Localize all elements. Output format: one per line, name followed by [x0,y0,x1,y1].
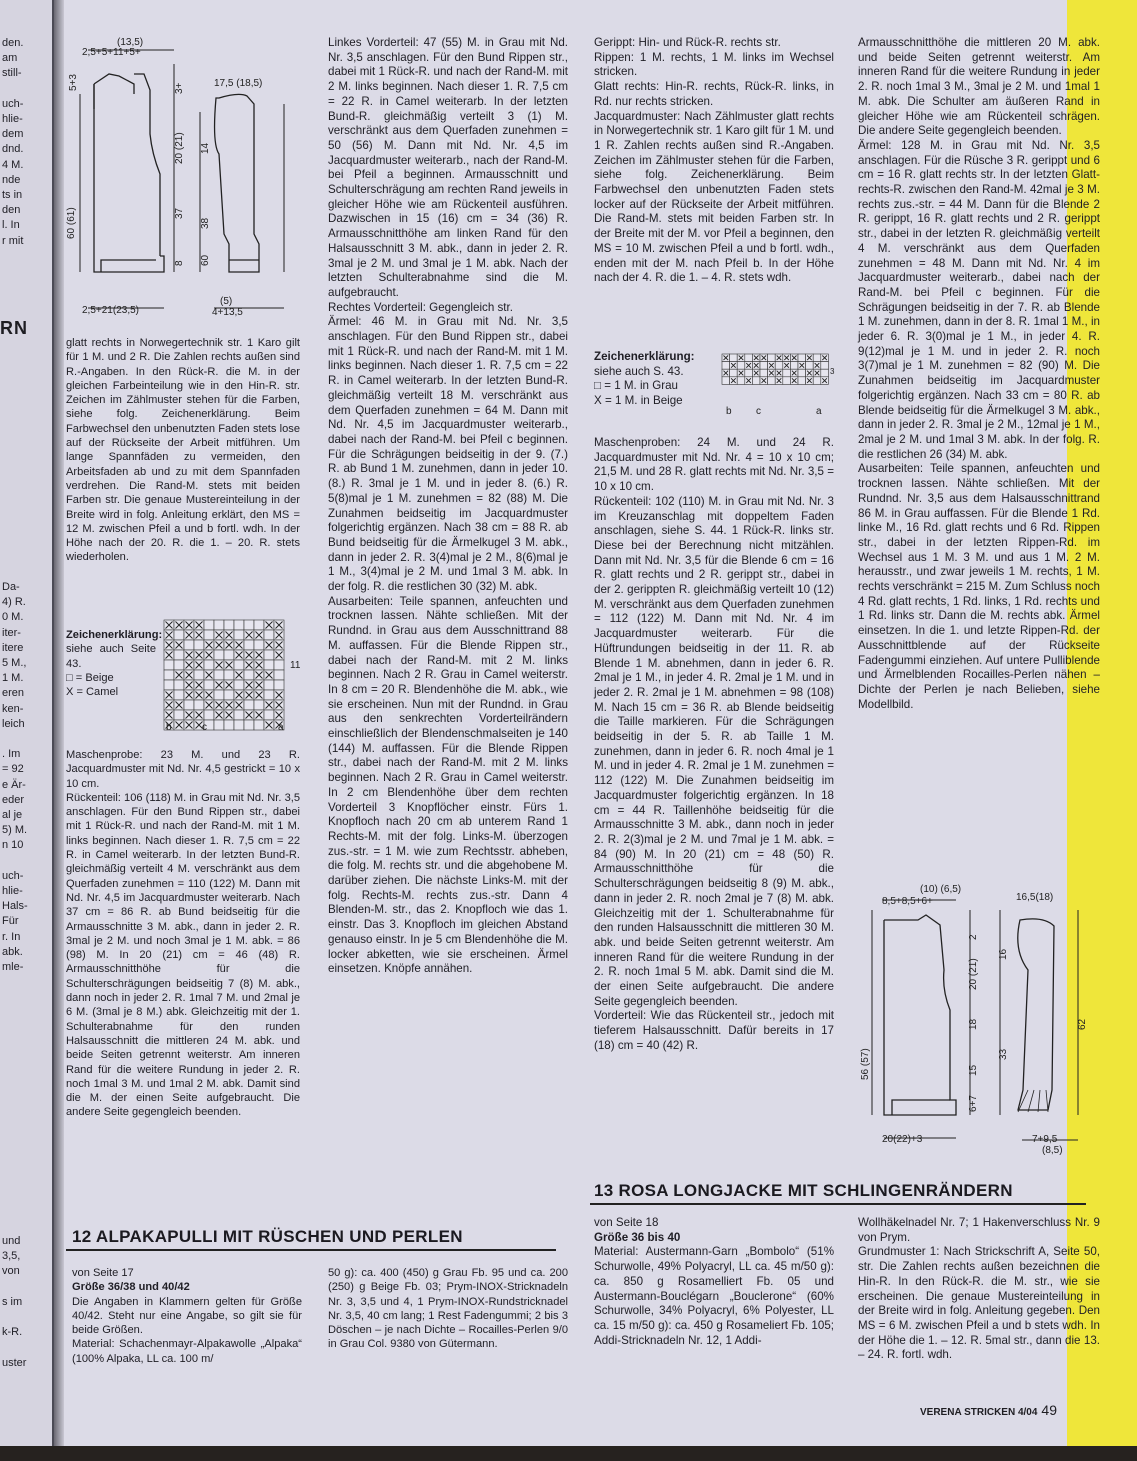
schematic-label: 14 [200,142,211,154]
chart-cell [730,354,738,362]
previous-page-line: ken- [2,702,24,715]
chart-cell [745,354,753,362]
previous-page-line: den. [2,37,24,49]
paragraph: Glatt rechts: Hin-R. rechts, Rück-R. links, in Rd. nur rechts stricken. [594,80,834,108]
chart-cell [798,377,806,385]
previous-page-line: r mit [2,234,24,247]
size-heading: Größe 36 bis 40 [594,1230,681,1244]
schematic-label: 62 [1077,1018,1088,1030]
previous-page-line: uch- [2,869,24,882]
previous-page-line: abk. [2,945,23,958]
chart-cell [244,640,254,650]
previous-page-line: Hals- [2,900,28,913]
schematic-label: 38 [200,217,211,229]
previous-page-line: 4 M. [2,158,24,171]
previous-page-line: iter- [2,626,21,639]
chart-cell [214,690,224,700]
previous-page-line: am [2,52,18,65]
schematic-label: 3+ [174,82,185,94]
section-13-column-2 [858,1216,1100,1363]
previous-page-line: dem [2,128,24,141]
chart-cell [254,640,264,650]
chart-arrow-label: a [816,406,822,416]
pullover-schematic-top [64,34,320,324]
previous-page-line: dnd. [2,143,24,156]
schematic-label: 6+7 [968,1095,979,1112]
legend-item: X = 1 M. in Beige [594,394,683,408]
previous-page-line: uch- [2,97,24,110]
chart-cell [244,720,254,730]
previous-page-line: ts in [2,189,23,201]
schematic-label: 2,5+21(23,5) [82,305,139,316]
previous-page-line: eder [2,793,25,806]
chart-row-count: 11 [290,660,300,671]
previous-page-edge [0,0,54,1446]
chart-cell [760,369,768,377]
legend-ref: siehe auch Seite 43. [66,643,156,670]
chart-cell [194,640,204,650]
chart-cell [244,620,254,630]
chart-cell [224,670,234,680]
text-column-3-lower [594,436,834,1054]
chart-cell [274,660,284,670]
schematic-label: 17,5 (18,5) [214,78,263,89]
chart-cell [730,369,738,377]
paragraph: Wollhäkelnadel Nr. 7; 1 Hakenverschluss Nr. 9 von Prym. [858,1216,1100,1244]
chart-cell [768,377,776,385]
schematic-label: (10) (6,5) [920,884,962,895]
paragraph: Linkes Vorderteil: 47 (55) M. in Grau mit Nd. Nr. 3,5 anschlagen. Für den Bund Rippen str., dabei mit 1 Rück-R. und nach der Rand-M. mit 2 M. links beginnen. Nach dieser 1. R. 7,5 cm = 22 R. in Camel weiterarb. In der letzten Bund-R. gleichmäßig verteilt 3 (1) M. verschränkt aus dem Querfaden zunehmen = 50 (56) M. Dann mit Nd. Nr. 4,5 im Jacquardmuster weiterarb., nach der Rand-M. bei Pfeil a beginnen. Armausschnitt und Schulterschrägung am rechten Rand jeweils in gleicher Höhe wie am Rückenteil ausführen. Dazwischen in 15 (16) cm = 34 (36) R. Armausschnitthöhe am linken Rand für den Halsausschnitt 3 M. abk., dann in jeder 2. R. 3mal je 2 M. und 3mal je 1 M. abk. Nach der letzten Schulterabnahme sind die M. aufgebraucht. [328,36,568,299]
chart-cell [264,660,274,670]
chart-cell [264,680,274,690]
chart-cell [798,354,806,362]
schematic-label: 37 [174,207,185,219]
chart-cell [184,640,194,650]
previous-page-line: und [2,1235,21,1247]
chart-cell [760,362,768,370]
schematic-label: 4+13,5 [212,307,243,318]
schematic-label: 16,5(18) [1016,892,1054,903]
schematic-label: 8 [174,260,185,266]
pullover-schematic-right [858,880,1094,1160]
paragraph: Gerippt: Hin- und Rück-R. rechts str. [594,36,781,49]
chart-cell [204,620,214,630]
chart-cell [274,680,284,690]
legend-item: □ = 1 M. in Grau [594,379,679,393]
schematic-label: 56 (57) [860,1048,871,1080]
text-column-2 [328,36,568,977]
chart-cell [798,369,806,377]
chart-cell [264,630,274,640]
legend-item: X = Camel [66,686,119,699]
schematic-label: 2,5+5+11+5+ [82,47,141,58]
previous-page-line: eren [2,687,25,700]
section-13-heading: 13 ROSA LONGJACKE MIT SCHLINGENRÄNDERN [594,1181,1013,1200]
chart-cell [234,710,244,720]
previous-page-line: 5 M., [2,657,27,669]
chart-arrow-label: a [278,722,284,733]
chart-cell [254,700,264,710]
chart-row-count: 3 [830,367,835,376]
previous-page-line: al je [2,809,23,821]
chart-cell [234,680,244,690]
schematic-label: (5) [220,296,233,307]
paragraph: Rechtes Vorderteil: Gegengleich str. [328,300,513,314]
chart-cell [224,650,234,660]
previous-page-line: den [2,204,21,217]
paragraph: 50 g): ca. 400 (450) g Grau Fb. 95 und ca. 200 (250) g Beige Fb. 03; Prym-INOX-Stricknadeln Nr. 3, 3,5 und 4, 1 Prym-INOX-Rundstricknadel Nr. 3,5, 40 cm lang; 1 Rest Fadengummi; 2 bis 3 Döschen – je nach Dichte – Rocailles-Perlen 9/0 in Grau Col. 9380 von Gütermann. [328,1267,568,1351]
chart-cell [790,362,798,370]
page-gutter [54,0,64,1446]
chart-cell [775,362,783,370]
chart-cell [821,369,829,377]
legend-block-left [66,628,163,699]
chart-cell [722,377,730,385]
page-number: 49 [1041,1402,1057,1418]
schematic-label: 18 [968,1018,979,1030]
chart-cell [264,710,274,720]
text-column-4 [858,36,1100,712]
legend-block-right [594,350,714,409]
chart-cell [224,720,234,730]
chart-cell [745,369,753,377]
chart-cell [806,362,814,370]
section-ref: von Seite 17 [72,1267,134,1279]
paragraph: Grundmuster 1: Nach Strickschrift A, Seite 50, str. Die Zahlen rechts außen bezeichnen die Hin-R. In den Rück-R. die M. str., wie sie erscheinen. Die genaue Mustereinteilung in der Breite wird in folg. Anleitung gegeben. Den MS = 6 M. zwischen Pfeil a und b stets wdh. In der Höhe die 1. – 12. R. 5mal str., dann die 13. – 24. R. fortl. wdh. [858,1245,1100,1362]
legend-item: □ = Beige [66,671,114,684]
schematic-label: (13,5) [117,37,144,48]
section-12-column-1 [72,1266,302,1366]
previous-page-line: s im [2,1295,23,1308]
chart-arrow-label: b [166,722,172,733]
paragraph: Ärmel: 128 M. in Grau mit Nd. Nr. 3,5 anschlagen. Für die Rüsche 3 R. gerippt und 6 cm = 16 R. glatt rechts str. In der letzten Glatt-rechts-R. zwischen den Rand-M. 42mal je 3 M. rechts zus.-str. = 44 M. Dann für die Blende 2 R. gerippt, 16 R. glatt rechts und 2 R. gerippt str., dabei in der letzten R. gleichmäßig verteilt 4 M. verschränkt aus dem Querfaden zunehmen = 48 M. Dann mit Nd. Nr. 4 im Jacquardmuster weiterarb., dabei nach der Rand-M. bei Pfeil c beginnen. Für die Schrägungen beidseitig in der 7. R. ab Blende 1 M. zunehmen, dann in der 8. R. 1mal 1 M., in jeder 6. R. 3(0)mal je 1 M., in jeder 4. R. 9(12)mal je 1 M. und in jeder 2. R. noch 3(7)mal je 1 M. zunehmen = 82 (90) M. Die Zunahmen beidseitig im Jacquardmuster folgerichtig ergänzen. Nach 33 cm = 80 R. ab Blende beidseitig für die Ärmelkugel 3 M. abk., dann in jeder 2. R. 3mal je 2 M., 12mal je 1 M., 2mal je 2 M. und 1mal 3 M. abk. In der folg. R. die restlichen 26 (34) M. abk. [858,138,1100,461]
previous-page-line: 0 M. [2,611,24,624]
chart-cell [174,710,184,720]
schematic-label: 15 [968,1064,979,1076]
chart-cell [737,362,745,370]
schematic-label: 60 (61) [66,207,77,239]
section-12-heading: 12 ALPAKAPULLI MIT RÜSCHEN UND PERLEN [72,1227,463,1246]
previous-page-line: hlie- [2,113,23,125]
previous-page-line: Da- [2,581,20,593]
chart-cell [234,720,244,730]
chart-cell [214,670,224,680]
chart-cell [234,630,244,640]
section-13-rule [590,1203,1086,1205]
section-12-column-2 [328,1266,568,1352]
paragraph: glatt rechts in Norwegertechnik str. 1 Karo gilt für 1 M. und 2 R. Die Zahlen rechts außen sind R.-Angaben. In den Rück-R. die M. in der gleichen Farbeinteilung wie in den Hin-R. str. Zeichen im Zählmuster stehen für die Farben, siehe folg. Zeichenerklärung. Beim Farbwechsel den unbenutzten Faden stets lose auf der Rückseite der Arbeit mitführen. Um lange Spannfäden zu vermeiden, den Arbeitsfaden ab und zu mit dem Spannfaden verdrehen. Die Rand-M. stets mit beiden Farben str. Die genaue Mustereinteilung in der Breite wird in folg. Anleitung erklärt, den MS = 12 M. zwischen Pfeil a und b fortl. wdh. In der Höhe nach der 20. R. die 1. – 20. R. stets wiederholen. [66,337,300,564]
previous-page-line: . Im [2,748,21,761]
chart-cell [768,354,776,362]
previous-page-line: von [2,1265,20,1278]
schematic-label: (8,5) [1042,1145,1063,1156]
previous-page-line: k-R. [2,1326,23,1339]
legend-heading: Zeichenerklärung: [594,350,695,363]
chart-cell [244,670,254,680]
paragraph: Ärmel: 46 M. in Grau mit Nd. Nr. 3,5 anschlagen. Für den Bund Rippen str., dabei mit 1 Rück-R. und nach der Rand-M. mit 1 M. links beginnen. Nach dieser 1. R. 7,5 cm = 22 R. in Camel weiterarb. In der letzten Bund-R. gleichmäßig verteilt 18 M. verschränkt aus dem Querfaden zunehmen = 64 M. Dann mit Nd. Nr. 4,5 im Jacquardmuster weiterarb., dabei nach der Rand-M. bei Pfeil c beginnen. Für die Schrägungen beidseitig in der 9. (7.) R. ab Bund 1 M. zunehmen, dann in jeder 10. (8.) R. 3mal je 1 M. und in jeder 8. (6.) R. 5(8)mal je 1 M. zunehmen = 82 (88) M. Die Zunahmen beidseitig im Jacquardmuster folgerichtig ergänzen. Nach 38 cm = 88 R. ab Bund beidseitig für die Ärmelkugel 3 M. abk., dann in jeder 2. R. 3(4)mal je 2 M., 8(6)mal je 1 M., 3(4)mal je 2 M. und 1mal 3 M. abk. In der folg. R. die restlichen 30 (32) M. abk. [328,315,568,594]
previous-page-heading-fragment: RN [0,318,28,338]
chart-cell [174,630,184,640]
previous-page-line: n 10 [2,839,24,852]
chart-cell [214,720,224,730]
previous-page-line: r. In [2,930,21,943]
chart-cell [244,700,254,710]
schematic-label: 33 [998,1048,1009,1060]
chart-cell [174,680,184,690]
chart-cell [164,660,174,670]
paragraph: Ausarbeiten: Teile spannen, anfeuchten und trocknen lassen. Nähte schließen. Mit der Rundnd. Nr. 3,5 aus dem Halsausschnittrand 86 M. in Grau auffassen. Für die Blende 1 Rd. linke M., 16 Rd. glatt rechts und 6 Rd. Rippen str., dabei in der letzten Rippen-Rd. im Wechsel aus 1 M. 3 M. und aus 1 M. 2 M. herausstr., und zwar jeweils 1 M. rechts, 1 M. rechts verschränkt = 215 M. Zum Schluss noch 4 Rd. glatt rechts, 1 Rd. links, 1 Rd. rechts und 1 Rd. links str. Dann die M. rechts abk. Ärmel einsetzen. In die 1. und letzte Rippen-Rd. der Ausschnittblende auf der Rückseite Fadengummi einziehen. Auf untere Pulliblende und Ärmelblenden Rocailles-Perlen nähen – Dichte der Perlen je nach Belieben, siehe Modellbild. [858,462,1100,711]
legend-ref: siehe auch S. 43. [594,364,684,378]
page-footer [920,1402,1057,1418]
chart-cell [194,700,204,710]
schematic-label: 8,5+8,5+6+ [882,896,933,907]
previous-page-line: l. In [2,219,20,232]
chart-cell [254,720,264,730]
jacquard-chart-left [160,618,300,734]
paragraph: Material: Schachenmayr-Alpakawolle „Alpaka“ (100% Alpaka, LL ca. 100 m/ [72,1338,302,1365]
schematic-label: 5+3 [68,74,79,91]
chart-cell [204,630,214,640]
chart-cell [813,377,821,385]
chart-arrow-label: c [202,722,207,733]
schematic-label: 16 [998,948,1009,960]
paragraph: Jacquardmuster: Nach Zählmuster glatt rechts in Norwegertechnik str. 1 Karo gilt für 1 M. und 1 R. Zahlen rechts außen sind R.-Angaben. Zeichen im Zählmuster stehen für die Farben, siehe folg. Zeichenerklärung. Beim Farbwechsel den unbenutzten Faden stets locker auf der Rückseite der Arbeit mitführen. Die Rand-M. stets mit beiden Farben str. In der Breite mit der M. vor Pfeil a beginnen, den MS = 10 M. zwischen Pfeil a und b fortl. wdh., enden mit der M. nach Pfeil b. In der Höhe nach der 4. R. die 1. – 4. R. stets wdh. [594,109,834,285]
legend-heading: Zeichenerklärung: [66,629,163,641]
schematic-label: 7+9,5 [1032,1134,1058,1145]
jacquard-chart-right [720,352,838,416]
chart-cell [174,650,184,660]
chart-cell [224,690,234,700]
paragraph: Maschenprobe: 23 M. und 23 R. Jacquardmuster mit Nd. Nr. 4,5 gestrickt = 10 x 10 cm. [66,749,300,790]
chart-cell [821,362,829,370]
previous-page-line: uster [2,1356,27,1369]
schematic-label: 2 [968,934,979,940]
previous-page-line: 4) R. [2,596,26,609]
previous-page-line: 1 M. [2,672,24,685]
paragraph: Rückenteil: 106 (118) M. in Grau mit Nd. Nr. 3,5 anschlagen. Für den Bund Rippen str., dabei mit 1 Rück-R. und nach der Rand-M. mit 1 M. links beginnen. Nach dieser 1. R. 7,5 cm = 22 R. in Camel weiterarb. In der letzten Bund-R. gleichmäßig verteilt 4 M. verschränkt aus dem Querfaden zunehmen = 110 (122) M. Dann mit Nd. Nr. 4,5 im Jacquardmuster weiterarb. Nach 37 cm = 86 R. ab Bund beidseitig für die Armausschnitte 3 M. abk., dann in jeder 2. R. 3mal je 2 M. und noch 3mal je 1 M. abk. = 86 (98) M. In 20 (21) cm = 46 (48) R. Armausschnitthöhe für die Schulterschrägungen beidseitig 7 (8) M. abk., dann noch in jeder 2. R. 1mal 7 M. und 2mal je 6 M. (3mal je 8 M.) abk. Gleichzeitig mit der 1. Schulterabnahme für den runden Halsausschnitt die mittleren 24 M. abk. und beide Seiten getrennt weiterstr. Am inneren Rand für die weitere Rundung in jeder 2. R. noch 1mal 3 M. und 1mal 2 M. abk. Damit sind die M. der einen Seite aufgebraucht. Die andere Seite gegengleich beenden. [66,791,300,1119]
chart-cell [204,710,214,720]
previous-page-line: mle- [2,961,24,973]
chart-cell [737,377,745,385]
chart-cell [234,620,244,630]
chart-cell [174,690,184,700]
chart-cell [164,670,174,680]
previous-page-line: 5) M. [2,824,28,837]
size-heading: Größe 36/38 und 40/42 [72,1281,190,1294]
chart-cell [783,377,791,385]
paragraph: Vorderteil: Wie das Rückenteil str., jedoch mit tieferem Halsausschnitt. Dafür bereits in 17 (18) cm = 40 (42) R. [594,1009,834,1052]
previous-page-line: Für [2,915,19,928]
chart-cell [274,670,284,680]
text-column-1-lower [66,748,300,1120]
section-13-column-1 [594,1216,834,1348]
previous-page-line: e Är- [2,778,26,791]
chart-cell [722,362,730,370]
paragraph: Material: Austermann-Garn „Bombolo“ (51% Schurwolle, 49% Polyacryl, LL ca. 45 m/50 g): ca. 850 g Rosamelliert Fb. 05 und Austermann-Bouclégarn „Bouclerone“ (60% Schurwolle, 34% Polyacryl, 6% Polyester, LL ca. 15 m/50 g): ca. 450 g Rosameliert Fb. 105; Addi-Stricknadeln Nr. 12, 1 Addi- [594,1245,834,1347]
chart-cell [194,670,204,680]
previous-page-line: nde [2,173,21,186]
chart-cell [752,377,760,385]
scan-bottom-edge [0,1446,1137,1461]
paragraph: Rückenteil: 102 (110) M. in Grau mit Nd. Nr. 3 im Kreuzanschlag mit doppeltem Faden anschlagen, siehe S. 44. 1 Rück-R. links str. Diese bei der Berechnung nicht mitzählen. Dann mit Nd. Nr. 3,5 für die Blende 6 cm = 16 R. glatt rechts und 2 R. gerippt str., dabei in der 2. gerippten R. gleichmäßig verteilt 10 (12) M. verschränkt aus dem Querfaden zunehmen = 112 (122) M. Dann mit Nd. Nr. 4 im Jacquardmuster weiterarb. Für die Hüftrundungen beidseitig in der 11. R. ab Blende 1 M. abnehmen, dann in jeder 6. R. 2mal je 1 M., in jeder 4. R. 2mal je 1 M. und in jeder 2. R. 2mal je 1 M. abnehmen = 98 (108) M. Nach 15 cm = 36 R. ab Blende beidseitig die Taille markieren. Für die Schrägungen beidseitig in der 5. R. ab Taille 1 M. zunehmen, dann in jeder 6. R. noch 4mal je 1 M. und in jeder 4. R. 2mal je 1 M. zunehmen = 112 (122) M. Die Zunahmen beidseitig im Jacquardmuster folgerichtig ergänzen. In 18 cm = 44 R. Taillenhöhe beidseitig für die Armausschnitte 3 M. abk., dann noch in jeder 2. R. 2(3)mal je 2 M. und 7mal je 1 M. abk. = 84 (90) M. In 20 (21) cm = 48 (50) R. Armausschnitthöhe für die Schulterschrägungen beidseitig 8 (9) M. abk., dann in jeder 2. R. noch 2mal je 7 (8) M. abk. Gleichzeitig mit der 1. Schulterabnahme für den runden Halsausschnitt die mittleren 30 M. abk. und beide Seiten getrennt weiterstr. Am inneren Rand für die weitere Rundung in der 2. R. noch 1mal 5 M. abk. Damit sind die M. der einen Seite aufgebraucht. Die andere Seite gegengleich beenden. [594,494,834,1008]
paragraph: Maschenproben: 24 M. und 24 R. Jacquardmuster mit Nd. Nr. 4 = 10 x 10 cm; 21,5 M. und 28 R. glatt rechts mit Nd. Nr. 3,5 = 10 x 10 cm. [594,436,834,494]
chart-arrow-label: c [756,406,761,416]
paragraph: Die Angaben in Klammern gelten für Größe 40/42. Steht nur eine Angabe, so gilt sie für beide Größen. [72,1295,302,1337]
chart-cell [204,680,214,690]
text-column-1 [66,336,300,565]
chart-arrow-label: b [726,406,732,416]
previous-page-line: = 92 [2,763,24,776]
section-12-rule [66,1249,556,1251]
chart-cell [783,369,791,377]
paragraph: Armausschnitthöhe die mittleren 20 M. abk. und beide Seiten getrennt weiterstr. Am inneren Rand für die weitere Rundung in jeder 2. R. noch 1mal 3 M., 3mal je 2 M. und 1mal 1 M. abk. Die Schulter am äußeren Rand in gleicher Höhe wie am Rückenteil schrägen. Die andere Seite gegengleich beenden. [858,36,1100,138]
chart-cell [264,650,274,660]
section-ref: von Seite 18 [594,1216,659,1229]
previous-page-line: hlie- [2,885,23,897]
chart-cell [214,650,224,660]
previous-page-line: itere [2,641,24,654]
paragraph: Rippen: 1 M. rechts, 1 M. links im Wechsel stricken. [594,50,834,79]
chart-cell [184,700,194,710]
chart-cell [254,620,264,630]
chart-cell [174,660,184,670]
text-column-3 [594,36,834,286]
schematic-label: 20 (21) [968,958,979,990]
chart-cell [234,660,244,670]
previous-page-line: still- [2,67,22,80]
chart-cell [224,620,234,630]
schematic-label: 20 (21) [174,132,185,164]
chart-cell [204,660,214,670]
previous-page-line: 3,5, [2,1250,21,1263]
chart-cell [264,690,274,700]
schematic-label: 60 [200,254,211,266]
paragraph: Ausarbeiten: Teile spannen, anfeuchten und trocknen lassen. Nähte schließen. Mit der Rundnd. in Grau aus dem Ausschnittrand 88 M. auffassen. Für die Blende Rippen str., dabei nach der Rand-M. mit 2 M. links beginnen. Nach 2 R. Grau in Camel weiterstr. In 8 cm = 20 R. Blendenhöhe die M. abk., wie sie erscheinen. Nun mit der Rundnd. in Grau aus den senkrechten Vorderteilrändern einschließlich der Blendenschmalseiten je 140 (144) M. auffassen. Für die Blende Rippen str., dabei nach der Rand-M. mit 2 M. links beginnen. Nach 2 R. Grau in Camel weiterstr. In 2 cm Blendenhöhe über dem rechten Vorderteil 3 Knopflöcher einstr. Fürs 1. Knopfloch nach 20 cm ab unterem Rand 1 Rechts-M. mit der folg. Links-M. überzogen zus.-str. = 1 M. wie zum Rechtsstr. abheben, die folg. M. rechts str. und die abgehobene M. darüber ziehen. Die nächste Links-M. mit der folg. Rechts-M. rechts zus.-str. Dann 4 Blenden-M. str., das 2. Knopfloch wie das 1. einstr. Das 3. Knopfloch im gleichen Abstand genauso einstr. In je 5 cm Blendenhöhe die M. locker abketten, wie sie erscheinen. Ärmel einsetzen. Knöpfe annähen. [328,594,568,976]
previous-page-line: leich [2,717,25,730]
chart-cell [214,620,224,630]
chart-cell [813,354,821,362]
chart-cell [164,680,174,690]
magazine-issue: VERENA STRICKEN 4/04 [919,1407,1038,1418]
schematic-label: 20(22)+3 [882,1134,923,1145]
